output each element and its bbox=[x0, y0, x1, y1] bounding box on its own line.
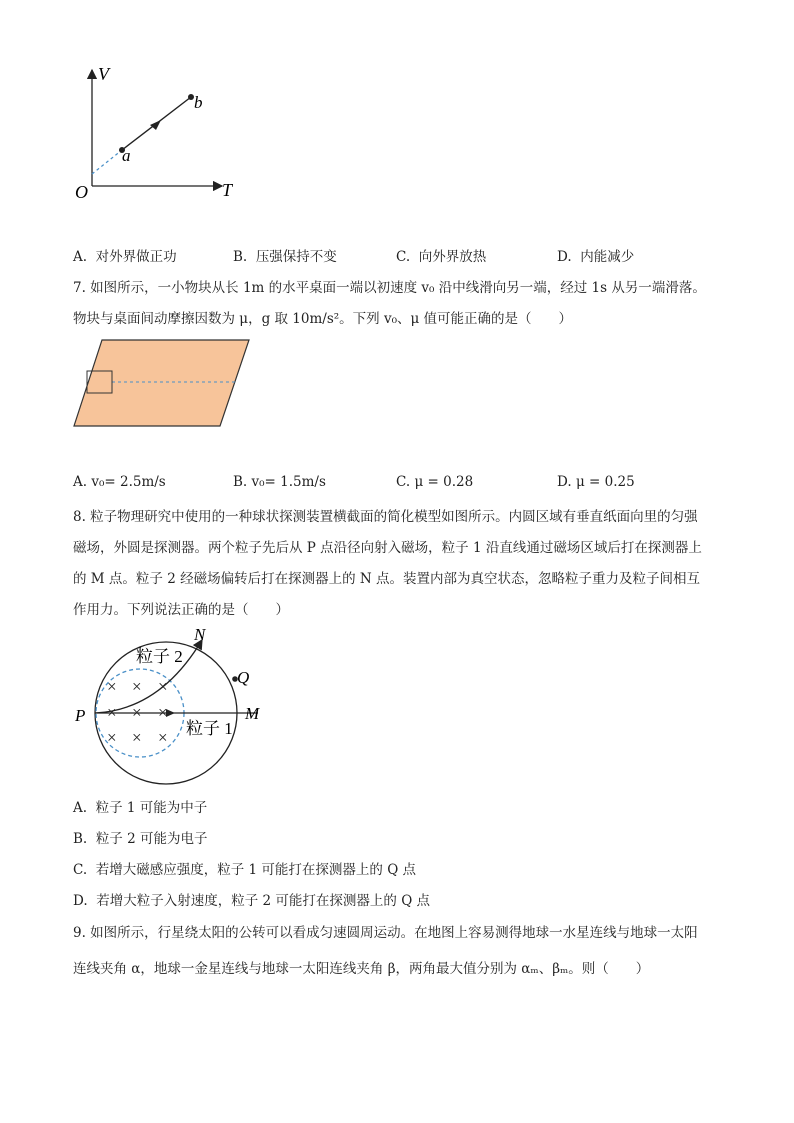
q8-stem-line-1: 8. 粒子物理研究中使用的一种球状探测装置横截面的简化模型如图所示。内圆区域有垂直纸面向里的匀强 bbox=[73, 509, 698, 525]
field-mark: × bbox=[132, 728, 142, 747]
option-text: 对外界做正功 bbox=[95, 249, 177, 265]
label-q: Q bbox=[237, 668, 250, 687]
q7-stem-line-2: 物块与桌面间动摩擦因数为 μ，g 取 10m/s²。下列 v₀、μ 值可能正确的是（ ） bbox=[73, 311, 573, 327]
option-text: 内能减少 bbox=[580, 249, 635, 265]
option-letter: C. bbox=[396, 474, 411, 490]
option-text: μ = 0.28 bbox=[414, 474, 474, 490]
q6-option-c[interactable] bbox=[396, 245, 486, 265]
q8-option-d[interactable] bbox=[73, 889, 430, 909]
option-letter: C. bbox=[73, 862, 88, 878]
q8-stem-line-2: 磁场，外圆是探测器。两个粒子先后从 P 点沿径向射入磁场，粒子 1 沿直线通过磁场区域后打在探测器上 bbox=[73, 540, 702, 556]
option-text: v₀= 2.5m/s bbox=[91, 474, 166, 490]
label-m: M bbox=[245, 704, 260, 723]
point-b-label: b bbox=[194, 93, 203, 112]
q7-option-d[interactable] bbox=[557, 474, 635, 490]
option-letter: A. bbox=[73, 800, 88, 816]
q9-stem-line-1: 9. 如图所示，行星绕太阳的公转可以看成匀速圆周运动。在地图上容易测得地球一水星连线与地球一太阳 bbox=[73, 925, 698, 941]
label-n: N bbox=[194, 625, 206, 644]
option-letter: D. bbox=[557, 474, 572, 490]
q6-option-a[interactable] bbox=[73, 245, 177, 265]
table-figure bbox=[72, 337, 252, 429]
q9-stem-line-2: 连线夹角 α，地球一金星连线与地球一太阳连线夹角 β，两角最大值分别为 αₘ、βₘ。则（ ） bbox=[73, 961, 650, 977]
option-text: 粒子 2 可能为电子 bbox=[95, 831, 208, 847]
q7-option-c[interactable] bbox=[396, 474, 473, 490]
detector-figure bbox=[70, 622, 275, 792]
q6-option-d[interactable] bbox=[557, 245, 634, 265]
table-surface bbox=[74, 340, 249, 426]
field-mark: × bbox=[107, 703, 117, 722]
field-mark: × bbox=[132, 677, 142, 696]
label-p: P bbox=[75, 706, 86, 725]
q7-option-a[interactable] bbox=[73, 474, 166, 490]
field-mark: × bbox=[107, 728, 117, 747]
field-mark: × bbox=[107, 677, 117, 696]
option-letter: A. bbox=[73, 474, 88, 490]
q8-stem-line-4: 作用力。下列说法正确的是（ ） bbox=[73, 602, 289, 618]
option-letter: B. bbox=[233, 474, 248, 490]
q7-option-b[interactable] bbox=[233, 474, 326, 490]
option-text: μ = 0.25 bbox=[575, 474, 635, 490]
q6-option-b[interactable] bbox=[233, 245, 337, 265]
vt-graph-figure bbox=[70, 62, 240, 207]
option-text: 粒子 1 可能为中子 bbox=[95, 800, 208, 816]
option-letter: A. bbox=[73, 249, 88, 265]
field-mark: × bbox=[158, 703, 168, 722]
magnetic-field-marks bbox=[107, 677, 168, 747]
q8-stem-line-3: 的 M 点。粒子 2 经磁场偏转后打在探测器上的 N 点。装置内部为真空状态，忽略粒子重力及粒子间相互 bbox=[73, 571, 700, 587]
dashed-extension bbox=[92, 150, 122, 174]
option-text: 若增大粒子入射速度，粒子 2 可能打在探测器上的 Q 点 bbox=[96, 893, 431, 909]
q8-option-c[interactable] bbox=[73, 858, 416, 878]
label-particle-1: 粒子 1 bbox=[186, 719, 233, 738]
origin-label: O bbox=[75, 182, 88, 202]
q7-stem-line-1: 7. 如图所示，一小物块从长 1m 的水平桌面一端以初速度 v₀ 沿中线滑向另一端，经过 1s 从另一端滑落。 bbox=[73, 280, 706, 296]
t-axis-label: T bbox=[222, 180, 233, 200]
field-mark: × bbox=[158, 677, 168, 696]
q8-option-b[interactable] bbox=[73, 827, 207, 847]
option-letter: D. bbox=[557, 249, 572, 265]
v-axis-label: V bbox=[98, 64, 109, 84]
label-particle-2: 粒子 2 bbox=[136, 647, 183, 666]
option-letter: C. bbox=[396, 249, 411, 265]
field-mark: × bbox=[158, 728, 168, 747]
option-letter: B. bbox=[73, 831, 88, 847]
q8-option-a[interactable] bbox=[73, 796, 207, 816]
option-text: 向外界放热 bbox=[418, 249, 487, 265]
field-mark: × bbox=[132, 703, 142, 722]
process-arrow-icon bbox=[150, 120, 161, 130]
option-letter: B. bbox=[233, 249, 248, 265]
option-letter: D. bbox=[73, 893, 88, 909]
option-text: v₀= 1.5m/s bbox=[251, 474, 326, 490]
option-text: 若增大磁感应强度，粒子 1 可能打在探测器上的 Q 点 bbox=[95, 862, 417, 878]
point-a-label: a bbox=[122, 146, 131, 165]
option-text: 压强保持不变 bbox=[255, 249, 337, 265]
